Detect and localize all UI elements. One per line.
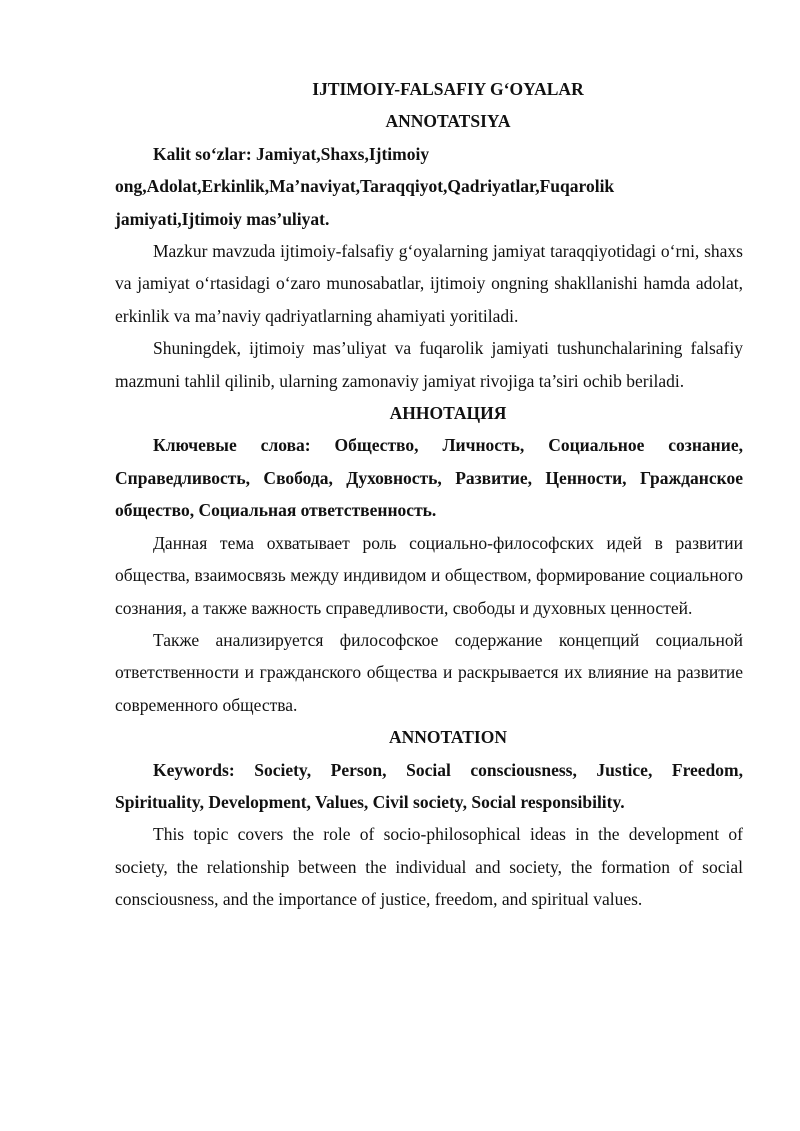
uz-annotation-heading: ANNOTATSIYA [385, 111, 511, 132]
document-body [115, 73, 743, 916]
ru-annotation-heading: АННОТАЦИЯ [389, 403, 507, 424]
uz-keywords-line-1: Kalit so‘zlar: Jamiyat,Shaxs,Ijtimoiy [153, 143, 430, 164]
uz-keywords-line-2: ong,Adolat,Erkinlik,Ma’naviyat,Taraqqiyot,Qadriyatlar,Fuqarolik [115, 176, 615, 197]
uz-paragraph-2: Shuningdek, ijtimoiy mas’uliyat va fuqarolik jamiyati tushunchalarining falsafiy mazmuni tahlil qilinib, ularning zamonaviy jamiyat rivojiga ta’siri ochib beriladi. [115, 338, 743, 391]
ru-keywords: Ключевые слова: Общество, Личность, Социальное сознание, Справедливость, Свобода, Духовность, Развитие, Ценности, Гражданское общество, Социальная ответственность. [115, 435, 743, 521]
uz-keywords-line-3: jamiyati,Ijtimoiy mas’uliyat. [115, 208, 330, 229]
document-title: IJTIMOIY-FALSAFIY G‘OYALAR [312, 79, 584, 99]
ru-paragraph-1: Данная тема охватывает роль социально-философских идей в развитии общества, взаимосвязь между индивидом и обществом, формирование социального сознания, а также важность справедливости, свободы и духовных ценностей. [115, 532, 743, 618]
ru-paragraph-2: Также анализируется философское содержание концепций социальной ответственности и гражданского общества и раскрывается их влияние на развитие современного общества. [115, 629, 743, 715]
en-annotation-heading: ANNOTATION [389, 727, 507, 748]
uz-paragraph-1: Mazkur mavzuda ijtimoiy-falsafiy g‘oyalarning jamiyat taraqqiyotidagi o‘rni, shaxs va jamiyat o‘rtasidagi o‘zaro munosabatlar, ijtimoiy ongning shakllanishi hamda adolat, erkinlik va ma’naviy qadriyatlarning ahamiyati yoritiladi. [115, 241, 743, 326]
en-paragraph-1: This topic covers the role of socio-philosophical ideas in the development of society, the relationship between the individual and society, the formation of social consciousness, and the importance of justice, freedom, and spiritual values. [115, 824, 743, 910]
en-keywords: Keywords: Society, Person, Social consciousness, Justice, Freedom, Spirituality, Development, Values, Civil society, Social responsibility. [115, 759, 743, 812]
